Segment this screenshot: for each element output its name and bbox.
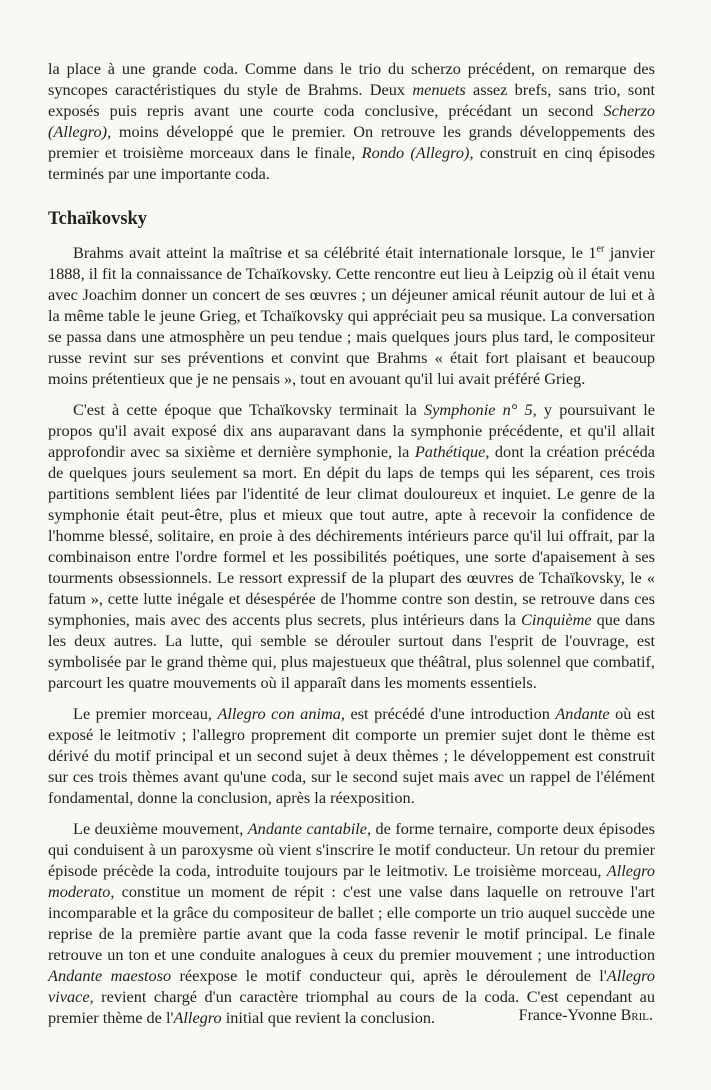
paragraph-3: [48, 703, 655, 808]
text-run: est précédé d'une introduction: [344, 704, 556, 723]
section-heading: Tchaïkovsky: [48, 209, 148, 229]
italic-run: menuets: [412, 80, 466, 99]
italic-run: Scherzo (Allegro),: [48, 101, 655, 141]
text-run: assez brefs, sans trio, sont exposés puis repris avant une courte coda conclusive, précédant un second: [48, 80, 655, 120]
text-run: janvier 1888, il fit la connaissance de Tchaïkovsky. Cette rencontre eut lieu à Leipzig où il était venu avec Joachim donner un concert de ses œuvres ; un déjeuner amical réunit autour de lui et à la même table le jeune Grieg, et Tchaïkovsky qui appréciait peu sa musique. La conversation se passa dans une atmosphère un peu tendue ; mais quelques jours plus tard, le compositeur russe revint sur ses préventions et convint que Brahms « était fort plaisant et beaucoup moins prétentieux que je ne pensais », tout en avouant qu'il lui avait préféré Grieg.: [48, 243, 655, 388]
italic-run: Andante: [555, 704, 610, 723]
paragraph-4: [48, 818, 655, 1028]
text-run: moins développé que le premier. On retrouve les grands développements des premier et troisième morceaux dans le finale,: [48, 122, 655, 162]
italic-run: Andante cantabile,: [247, 819, 372, 838]
page-body: [48, 58, 655, 1028]
text-run: construit en cinq épisodes terminés par une importante coda.: [48, 143, 655, 183]
italic-run: Symphonie n° 5,: [424, 400, 537, 419]
text-run: dont la création précéda de quelques jours seulement sa mort. En dépit du laps de temps qui les séparent, ces trois partitions semblent liées par l'identité de leur climat douloureux et inquiet. Le genre de la symphonie était peut-être, plus et mieux que tout autre, apte à recevoir la confidence de l'homme blessé, solitaire, en proie à des déchirements intérieurs parce qu'il lui offrait, par la combinaison entre l'ordre formel et les possibilités poétiques, une sorte d'apaisement à ses tourments obsessionnels. Le ressort expressif de la plupart des œuvres de Tchaïkovsky, le « fatum », cette lutte inégale et désespérée de l'homme contre son destin, se retrouve dans ces symphonies, mais avec des accents plus secrets, plus intérieurs dans la: [48, 442, 656, 629]
italic-run: Allegro: [173, 1008, 222, 1027]
text-run: réexpose le motif conducteur qui, après le déroulement de l': [171, 966, 607, 985]
text-run: où est exposé le leitmotiv ; l'allegro proprement dit comporte un premier sujet dont le thème est dérivé du motif principal et un second sujet à deux thèmes ; le développement est construit sur ces trois thèmes avant qu'une coda, sur le second sujet mais avec un rappel de l'élément fondamental, donne la conclusion, après la réexposition.: [48, 704, 656, 807]
text-run: revient chargé d'un caractère triomphal au cours de la coda. C'est cependant au premier thème de l': [48, 987, 655, 1027]
italic-run: Cinquième: [521, 610, 592, 629]
superscript-run: er: [596, 243, 605, 255]
italic-run: Pathétique,: [414, 442, 490, 461]
italic-run: Allegro con anima,: [217, 704, 345, 723]
author-first-name: France-Yvonne: [518, 1007, 621, 1024]
italic-run: Andante maestoso: [48, 966, 172, 985]
text-run: de forme ternaire, comporte deux épisodes qui conduisent à un paroxysme où vient s'inscrire le motif conducteur. Un retour du premier épisode précède la coda, introduite toujours par le leitmotiv. Le troisième morceau,: [48, 819, 655, 880]
text-run: y poursuivant le propos qu'il avait exposé dix ans auparavant dans la symphonie précédente, et qu'il allait approfondir avec sa sixième et dernière symphonie, la: [48, 400, 655, 461]
author-last-name: Bril.: [620, 1007, 653, 1024]
text-run: Le premier morceau,: [73, 704, 218, 723]
italic-run: Rondo (Allegro),: [361, 143, 474, 162]
text-run: constitue un moment de répit : c'est une valse dans laquelle on retrouve l'art incomparable et la grâce du compositeur de ballet ; elle comporte un trio auquel succède une reprise de la première partie avant que la coda fasse revenir le motif principal. Le finale retrouve un ton et une conduite analogues à ceux du premier mouvement ; une introduction: [48, 882, 655, 964]
text-run: Brahms avait atteint la maîtrise et sa célébrité était internationale lorsque, le 1: [73, 243, 597, 262]
italic-run: Allegro vivace,: [48, 966, 655, 1006]
paragraph-2: [48, 399, 655, 693]
paragraph-1: [48, 242, 655, 389]
author-signature: [519, 1006, 653, 1026]
text-run: que dans les deux autres. La lutte, qui semble se dérouler surtout dans l'esprit de l'ouvrage, est symbolisée par le grand thème qui, plus majestueux que théâtral, plus solennel que combatif, parcourt les quatre mouvements où il apparaît dans les moments essentiels.: [48, 610, 655, 692]
text-run: initial que revient la conclusion.: [221, 1008, 436, 1027]
text-run: la place à une grande coda. Comme dans le trio du scherzo précédent, on remarque des syncopes caractéristiques du style de Brahms. Deux: [48, 59, 655, 99]
italic-run: Allegro moderato,: [48, 861, 655, 901]
text-run: C'est à cette époque que Tchaïkovsky terminait la: [73, 400, 425, 419]
intro-paragraph: [48, 58, 655, 184]
text-run: Le deuxième mouvement,: [73, 819, 248, 838]
